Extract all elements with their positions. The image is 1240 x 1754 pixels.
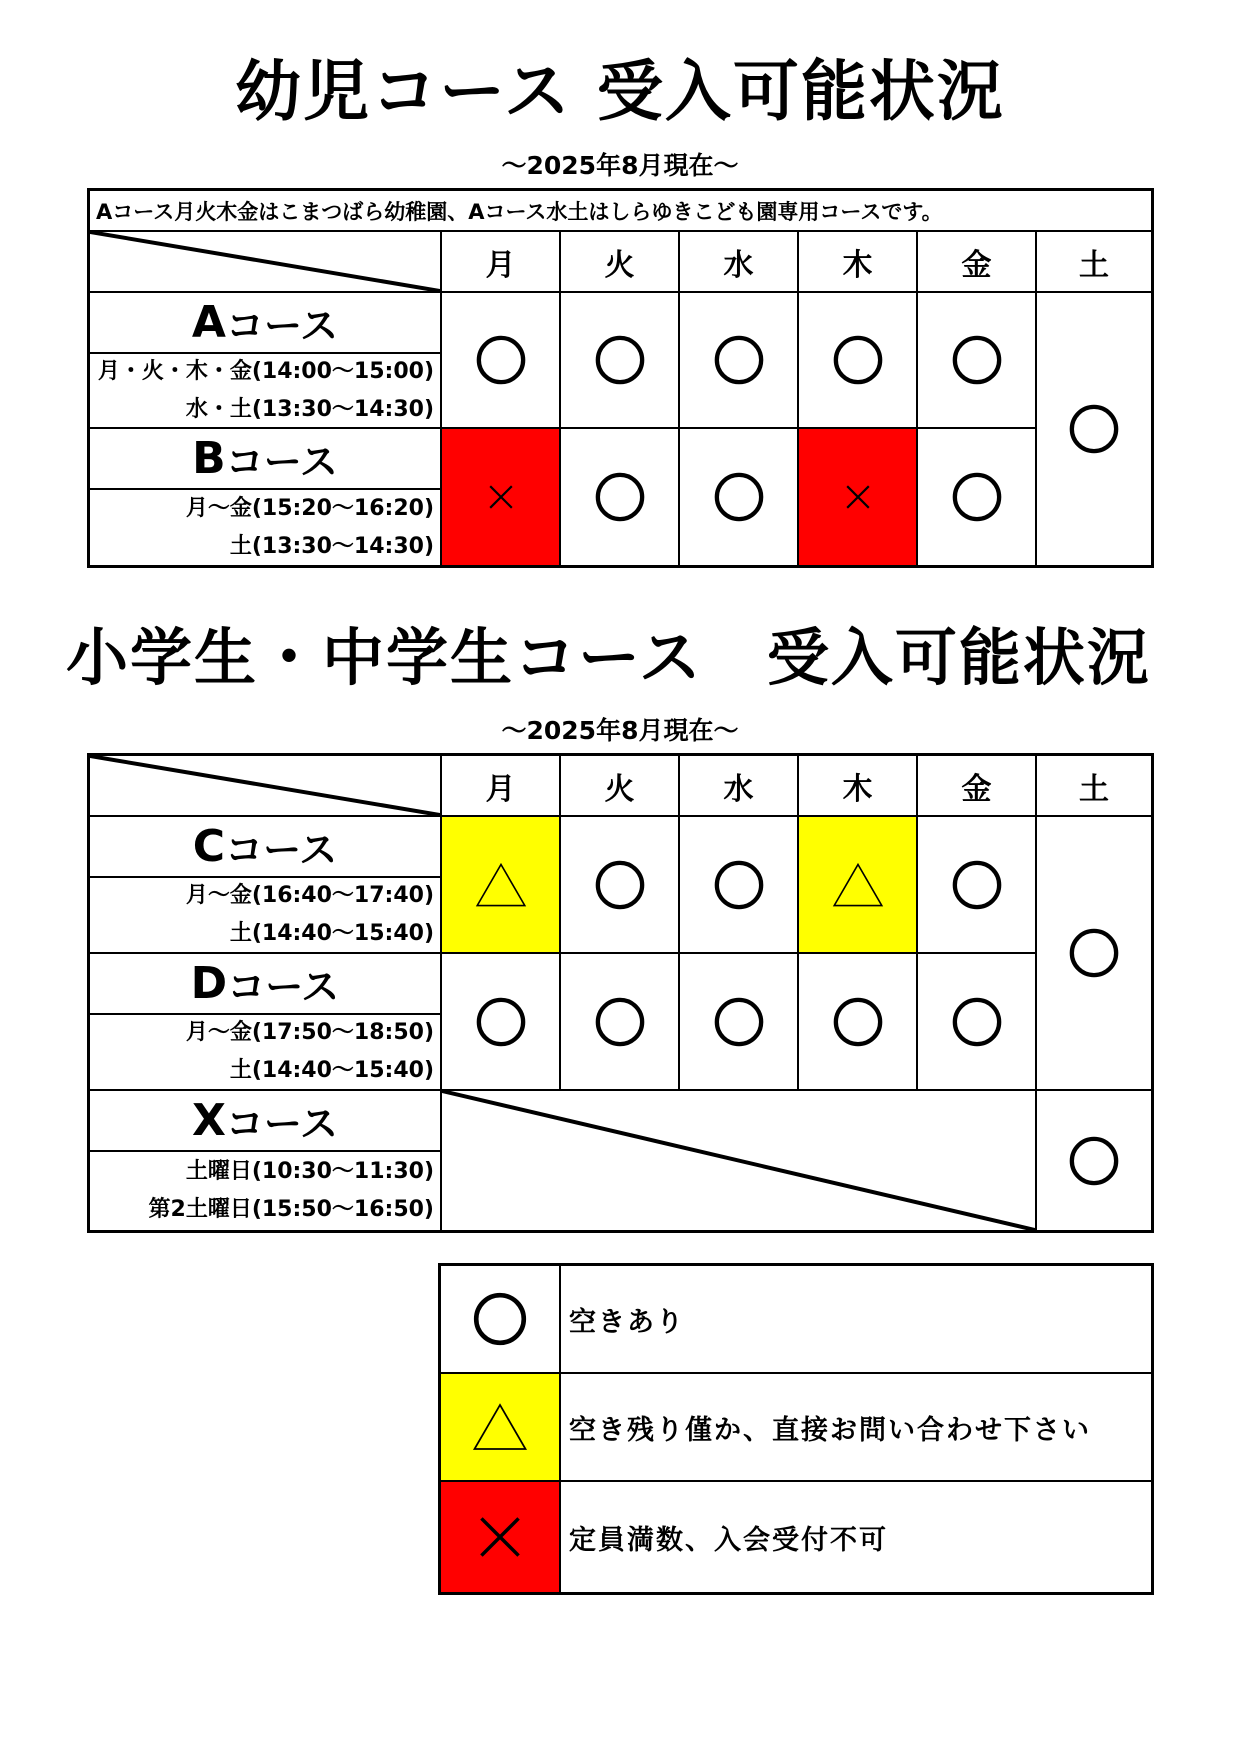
kindergarten-date: ～2025年8月現在～ [501,151,739,180]
status-d-mon [442,954,561,1091]
course-suffix: コース [225,1102,339,1146]
cross-icon [831,470,885,524]
status-b-wed [680,429,799,565]
circle-icon [712,858,766,912]
day-header-mon: 月 [442,232,561,293]
status-c-tue [561,817,680,954]
day-header-thu: 木 [799,756,918,817]
circle-icon [593,333,647,387]
status-b-thu [799,429,918,565]
legend-available-text: 空きあり [561,1266,1151,1374]
course-letter: C [192,821,226,872]
status-cd-sat [1037,817,1151,1091]
circle-icon [950,470,1004,524]
status-a-thu [799,293,918,429]
school-table [87,753,1154,1233]
day-header-wed: 水 [680,232,799,293]
circle-icon [950,995,1004,1049]
course-time-line: 土曜日(10:30～11:30) [185,1159,434,1184]
course-letter: D [190,958,228,1009]
triangle-icon [474,858,528,912]
status-a-mon [442,293,561,429]
status-c-thu [799,817,918,954]
triangle-icon [471,1398,529,1456]
course-letter: A [191,297,226,348]
course-b-times [90,490,442,565]
circle-icon [950,858,1004,912]
day-header-tue: 火 [561,232,680,293]
circle-icon [712,470,766,524]
course-suffix: コース [225,304,339,348]
status-ab-sat [1037,293,1151,565]
course-a-name [90,293,442,354]
circle-icon [950,333,1004,387]
cross-icon [474,470,528,524]
status-b-mon [442,429,561,565]
course-time-line: 土(14:40～15:40) [229,1058,434,1083]
course-time-line: 土(13:30～14:30) [229,533,434,559]
kindergarten-title: 幼児コース 受入可能状況 [235,53,1005,130]
circle-icon [1067,402,1121,456]
header-corner [90,756,442,817]
status-c-mon [442,817,561,954]
circle-icon [474,995,528,1049]
course-suffix: コース [227,965,340,1009]
kindergarten-table [87,188,1154,568]
course-c-times [90,878,442,954]
course-time-line: 月～金(16:40～17:40) [185,883,434,908]
course-time-line: 月～金(15:20～16:20) [185,495,434,521]
circle-icon [1067,1134,1121,1188]
status-a-tue [561,293,680,429]
circle-icon [593,470,647,524]
legend-full-text: 定員満数、入会受付不可 [569,1524,888,1556]
day-header-mon: 月 [442,756,561,817]
status-x-sat [1037,1091,1151,1230]
cross-icon [471,1508,529,1566]
circle-icon [831,333,885,387]
legend-table [438,1263,1154,1595]
circle-icon [474,333,528,387]
course-x-times [90,1152,442,1230]
status-c-wed [680,817,799,954]
course-time-line: 土(14:40～15:40) [229,921,434,946]
course-time-line: 月・火・木・金(14:00～15:00) [97,358,434,384]
course-time-line: 月～金(17:50～18:50) [185,1020,434,1045]
circle-icon [712,333,766,387]
course-suffix: コース [225,828,338,872]
status-d-thu [799,954,918,1091]
course-time-line: 第2土曜日(15:50～16:50) [148,1197,434,1222]
school-date: ～2025年8月現在～ [501,716,739,745]
course-suffix: コース [225,440,338,484]
status-b-tue [561,429,680,565]
course-x-name [90,1091,442,1152]
legend-available-symbol [441,1266,561,1374]
table-note: Aコース月火木金はこまつばら幼稚園、Aコース水土はしらゆきこども園専用コースです。 [90,191,1151,232]
circle-icon [831,995,885,1049]
circle-icon [712,995,766,1049]
course-a-times [90,354,442,429]
day-header-tue: 火 [561,756,680,817]
day-header-sat: 土 [1037,756,1151,817]
circle-icon [593,858,647,912]
status-d-tue [561,954,680,1091]
status-a-wed [680,293,799,429]
course-b-name [90,429,442,490]
status-b-fri [918,429,1037,565]
circle-icon [593,995,647,1049]
course-letter: B [192,433,226,484]
course-time-line: 水・土(13:30～14:30) [185,396,434,422]
header-corner [90,232,442,293]
course-c-name [90,817,442,878]
triangle-icon [831,858,885,912]
course-d-times [90,1015,442,1091]
status-d-wed [680,954,799,1091]
legend-few-text: 空き残り僅か、直接お問い合わせ下さい [561,1374,1151,1482]
day-header-sat: 土 [1037,232,1151,293]
day-header-wed: 水 [680,756,799,817]
legend-full-symbol [441,1482,561,1592]
legend-few-symbol [441,1374,561,1482]
day-header-thu: 木 [799,232,918,293]
school-title: 小学生・中学生コース 受入可能状況 [66,621,1151,694]
day-header-fri: 金 [918,756,1037,817]
course-x-weekday-unavailable [442,1091,1037,1230]
circle-icon [471,1290,529,1348]
day-header-fri: 金 [918,232,1037,293]
circle-icon [1067,926,1121,980]
course-letter: X [191,1095,226,1146]
status-c-fri [918,817,1037,954]
status-d-fri [918,954,1037,1091]
status-a-fri [918,293,1037,429]
course-d-name [90,954,442,1015]
